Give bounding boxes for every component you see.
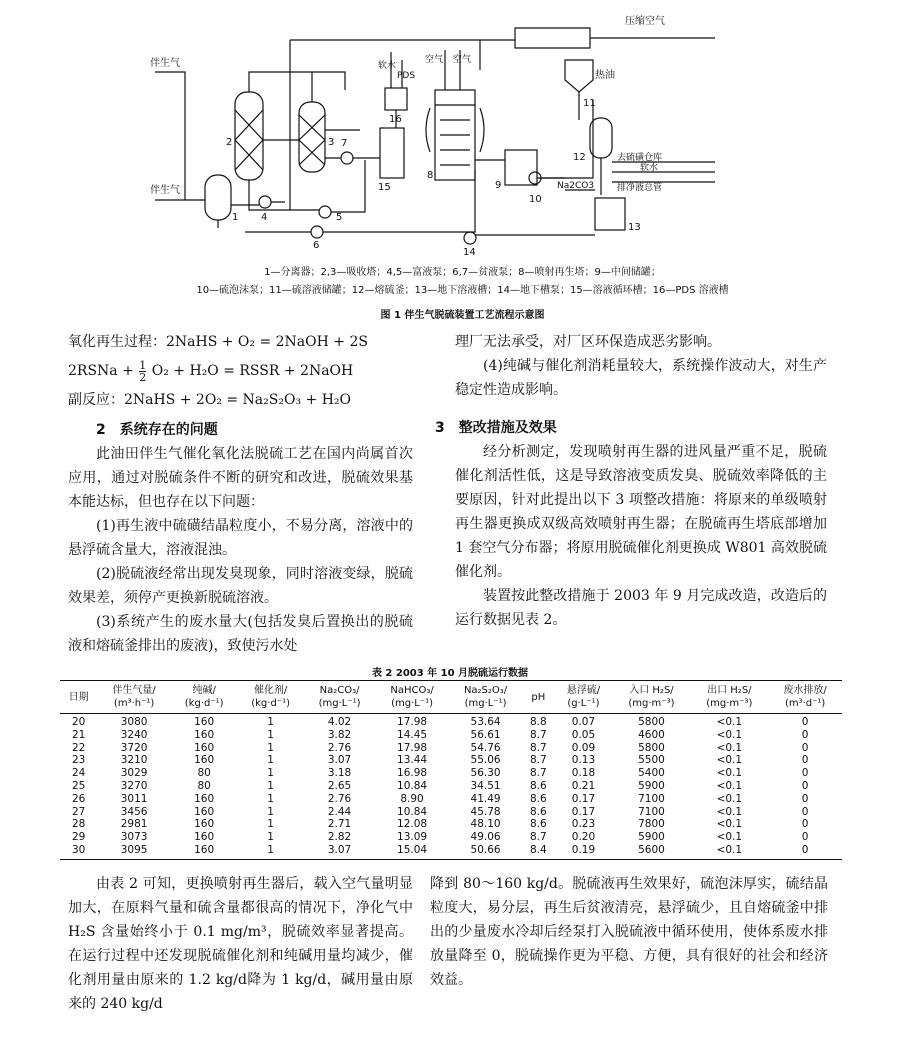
table-header-cell: [97, 681, 171, 714]
paragraph-implementation: 装置按此整改措施于 2003 年 9 月完成改造，改造后的运行数据见表 2。: [455, 588, 827, 628]
table-cell: 160: [194, 805, 215, 818]
table-cell: 5600: [613, 844, 691, 859]
num-10: 10: [529, 194, 542, 205]
table-cell: 7800: [638, 818, 665, 831]
intermediate-tank-9: [505, 150, 537, 185]
left-column: [68, 330, 413, 658]
table-cell: 3011: [120, 792, 148, 805]
table-cell: 13.44: [397, 754, 428, 767]
table-cell: <0.1: [716, 741, 743, 754]
table-cell: 160: [194, 818, 215, 831]
drain-main-label: 排净液总管: [617, 183, 663, 193]
eq2-right: O₂ + H₂O = RSSR + 2NaOH: [151, 363, 354, 379]
paragraph-issue-3: (3)系统产生的废水量大(包括发臭后置换出的脱硫液和熔硫釜排出的废液)，致使污水处: [68, 614, 413, 654]
header-unit: (mg·m⁻³): [706, 698, 753, 709]
pump-4: [259, 196, 271, 208]
equation-side-reaction: 副反应：2NaHS + 2O₂ = Na₂S₂O₃ + H₂O: [68, 392, 351, 408]
separator-1: [205, 175, 231, 220]
table-cell: 8.7: [530, 728, 547, 741]
soft-water-label: 软水: [378, 61, 397, 71]
table-cell: 56.30: [470, 767, 501, 780]
table-cell: 0: [801, 728, 809, 741]
table-cell: 1: [267, 779, 274, 792]
table-cell: 3210: [120, 754, 148, 767]
table-cell: 15.04: [375, 844, 449, 859]
table-row: [60, 793, 842, 806]
paragraph-issue-3-cont: 理厂无法承受，对厂区环保造成恶劣影响。: [455, 334, 721, 350]
paragraph-results-cont: 降到 80～160 kg/d。脱硫液再生效果好，硫泡沫厚实，硫结晶粒度大，易分层，再生后贫液清亮，悬浮硫少，且自熔硫釜中排出的少量废水冷却后经泵打入脱硫液中循环使用，使体系废水排放量降至 0，脱硫操作更为平稳、方便，具有很好的社会和经济效益。: [430, 876, 828, 988]
paragraph-intro: 此油田伴生气催化氧化法脱硫工艺在国内尚属首次应用，通过对脱硫条件不断的研究和改进，脱硫效果基本能达标，但也存在以下问题：: [68, 446, 413, 510]
figure-caption: 图 1 伴生气脱硫装置工艺流程示意图: [380, 310, 545, 321]
table-cell: 0: [801, 818, 809, 831]
table-row: [60, 844, 842, 859]
table-cell: <0.1: [690, 844, 768, 859]
table-cell: 7100: [638, 792, 665, 805]
eq2-left: 2RSNa +: [68, 363, 134, 379]
num-14: 14: [463, 247, 476, 258]
table-cell: 49.06: [470, 831, 501, 844]
header-label: 日期: [68, 691, 89, 703]
table-cell: 3073: [120, 831, 148, 844]
header-label: 废水排放/: [783, 685, 827, 696]
pump-5: [319, 206, 331, 218]
table-cell: 3080: [120, 716, 148, 728]
heading-3-title: 整改措施及效果: [458, 420, 557, 436]
header-label: Na₂S₂O₃/: [463, 685, 508, 696]
header-unit: (mg·L⁻¹): [318, 698, 361, 709]
table-cell: 29: [71, 831, 86, 844]
table-row: [60, 767, 842, 780]
table-cell: 80: [197, 779, 211, 792]
table-row: [60, 729, 842, 742]
right-column: [435, 330, 827, 632]
table-cell: 3270: [120, 779, 148, 792]
header-unit: (mg·m⁻³): [628, 698, 675, 709]
num-2: 2: [226, 137, 233, 148]
table-cell: 1: [267, 716, 274, 728]
table-cell: 160: [194, 728, 215, 741]
table-cell: <0.1: [716, 767, 743, 780]
table-cell: 0: [801, 831, 809, 844]
table-cell: 1: [267, 741, 274, 754]
paragraph-issue-1: (1)再生液中硫磺结晶粒度小，不易分离，溶液中的悬浮硫含量大，溶液混浊。: [68, 518, 413, 558]
table-cell: 2.65: [327, 779, 352, 792]
num-1: 1: [232, 212, 239, 223]
bottom-left-column: [68, 872, 413, 1016]
equation-oxidation: 氧化再生过程：2NaHS + O₂ = 2NaOH + 2S: [68, 334, 368, 350]
num-9: 9: [495, 180, 502, 191]
num-7: 7: [341, 138, 348, 149]
na2co3-label: Na2CO3: [557, 181, 595, 191]
pds-tank-16: [385, 88, 407, 110]
table-cell: 5900: [638, 831, 665, 844]
table-cell: 27: [71, 805, 86, 818]
table-cell: 0: [801, 716, 809, 728]
table-cell: 160: [194, 754, 215, 767]
section-heading-3: [435, 416, 827, 440]
table-cell: 17.98: [397, 741, 428, 754]
table-cell: 5800: [638, 716, 665, 728]
num-15: 15: [378, 182, 391, 193]
num-16: 16: [389, 114, 402, 125]
table-cell: 1: [237, 844, 303, 859]
fraction-half: [139, 360, 146, 383]
table-cell: 0: [768, 844, 842, 859]
bottom-right-column: [430, 872, 828, 992]
table-cell: 8.8: [530, 716, 547, 728]
table-cell: 5800: [638, 741, 665, 754]
table-cell: 2.71: [327, 818, 352, 831]
section-heading-2: [68, 418, 413, 442]
operation-data-table: [60, 680, 842, 860]
table-cell: 8.7: [530, 741, 547, 754]
table-cell: 0.20: [571, 831, 596, 844]
table-body: [60, 714, 842, 860]
table-cell: 0.09: [571, 741, 596, 754]
air-label-b: 空气: [453, 55, 472, 65]
table-cell: 1: [267, 728, 274, 741]
table-cell: 2.76: [327, 792, 352, 805]
table-cell: 8.6: [530, 792, 547, 805]
sulfur-warehouse-label: 去硫磺仓库: [617, 153, 663, 163]
table-cell: 5400: [638, 767, 665, 780]
table-cell: 0: [801, 741, 809, 754]
table-cell: 3029: [120, 767, 148, 780]
table-cell: 8.90: [400, 792, 424, 805]
process-flow-diagram: [95, 10, 830, 262]
table-cell: <0.1: [716, 716, 743, 728]
table-cell: 160: [194, 741, 215, 754]
table-cell: 0: [801, 779, 809, 792]
table-cell: 0.19: [554, 844, 612, 859]
table-cell: 45.78: [470, 805, 501, 818]
table-header-cell: [60, 681, 97, 714]
table-header-cell: [522, 681, 554, 714]
table-cell: 10.84: [397, 805, 428, 818]
table-cell: 23: [71, 754, 86, 767]
table-cell: 160: [194, 792, 215, 805]
table-row: [60, 831, 842, 844]
header-label: pH: [531, 691, 546, 703]
table-cell: 3.07: [327, 754, 352, 767]
table-cell: 3.18: [327, 767, 352, 780]
table-cell: 21: [71, 728, 86, 741]
air-label-a: 空气: [425, 55, 444, 65]
frac-num: 1: [139, 358, 147, 372]
table-header-row: [60, 681, 842, 714]
table-header-cell: [768, 681, 842, 714]
table-row: [60, 780, 842, 793]
table-cell: 0.23: [571, 818, 596, 831]
paragraph-issue-2: (2)脱硫液经常出现发臭现象，同时溶液变绿，脱硫效果差，须停产更换新脱硫溶液。: [68, 566, 413, 606]
num-11: 11: [583, 98, 596, 109]
underground-tank-13: [595, 198, 625, 230]
table-row: [60, 754, 842, 767]
num-13: 13: [628, 222, 641, 233]
table-header-cell: [554, 681, 612, 714]
header-label: 纯碱/: [192, 685, 216, 696]
table-cell: 3095: [97, 844, 171, 859]
table-cell: 2.82: [327, 831, 352, 844]
pump-6: [311, 226, 323, 238]
header-unit: (m³·d⁻¹): [784, 698, 826, 709]
header-label: NaHCO₃/: [390, 685, 434, 696]
table-cell: 4.02: [327, 716, 352, 728]
table-cell: 1: [267, 818, 274, 831]
table-cell: 5500: [638, 754, 665, 767]
table-cell: 3.07: [304, 844, 375, 859]
table-cell: 54.76: [470, 741, 501, 754]
table-row: [60, 742, 842, 755]
paragraph-results: 由表 2 可知，更换喷射再生器后，载入空气量明显加大，在原料气量和硫含量都很高的情况下，净化气中 H₂S 含量始终小于 0.1 mg/m³，脱硫效率显著提高。在运行过程中还发现脱硫催化剂和纯碱用量均减少，催化剂用量由原来的 1.2 kg/d降为 1 kg/d，碱用量由原来的 240 kg/d: [68, 876, 413, 1012]
table-caption: 表 2 2003 年 10 月脱硫运行数据: [371, 668, 529, 679]
table-cell: <0.1: [716, 831, 743, 844]
table-cell: 30: [60, 844, 97, 859]
frac-den: 2: [139, 370, 147, 384]
paragraph-issue-4: (4)纯碱与催化剂消耗量较大，系统操作波动大，对生产稳定性造成影响。: [455, 358, 827, 398]
table-cell: 0: [801, 792, 809, 805]
table-row: [60, 806, 842, 819]
table-cell: 0.07: [571, 716, 596, 728]
header-label: 悬浮硫/: [566, 685, 601, 696]
table-cell: 2981: [120, 818, 148, 831]
table-cell: 14.45: [397, 728, 428, 741]
num-4: 4: [261, 212, 268, 223]
table-cell: <0.1: [716, 779, 743, 792]
table-cell: 22: [71, 741, 86, 754]
table-header-cell: [375, 681, 449, 714]
pump-7: [341, 152, 353, 164]
table-cell: 28: [71, 818, 86, 831]
header-unit: (kg·d⁻¹): [184, 698, 224, 709]
table-cell: 34.51: [470, 779, 501, 792]
table-cell: <0.1: [716, 792, 743, 805]
table-cell: 5900: [638, 779, 665, 792]
table-cell: 0: [801, 754, 809, 767]
pds-label: PDS: [397, 71, 416, 81]
num-3: 3: [328, 137, 335, 148]
sulfur-tank-11: [565, 60, 593, 92]
table-cell: 0.18: [571, 767, 596, 780]
table-header-cell: [171, 681, 237, 714]
table-cell: 0.13: [571, 754, 596, 767]
table-cell: 26: [71, 792, 86, 805]
header-unit: (kg·d⁻¹): [251, 698, 290, 709]
header-unit: (g·L⁻¹): [567, 698, 600, 709]
table-cell: 7100: [638, 805, 665, 818]
table-cell: 41.49: [470, 792, 501, 805]
table-cell: 20: [71, 716, 86, 728]
table-cell: <0.1: [716, 818, 743, 831]
table-cell: 8.6: [530, 818, 547, 831]
table-cell: 3240: [120, 728, 148, 741]
table-cell: 48.10: [470, 818, 501, 831]
table-cell: <0.1: [716, 805, 743, 818]
heading-3-number: 3: [435, 420, 445, 436]
table-cell: 53.64: [470, 716, 501, 728]
table-cell: 13.09: [397, 831, 428, 844]
heading-2-number: 2: [96, 422, 106, 438]
heading-2-title: 系统存在的问题: [119, 422, 218, 438]
table-cell: 2.44: [327, 805, 352, 818]
table-cell: 3.82: [327, 728, 352, 741]
table-cell: <0.1: [716, 728, 743, 741]
assoc-gas-bottom-label: 伴生气: [150, 185, 180, 196]
table-cell: 1: [267, 831, 274, 844]
circulation-tank-15: [380, 128, 404, 178]
table-cell: 4600: [638, 728, 665, 741]
table-cell: 0.17: [571, 792, 596, 805]
table-cell: 8.7: [530, 754, 547, 767]
underground-pump-14: [464, 232, 476, 244]
table-cell: 10.84: [397, 779, 428, 792]
table-cell: 160: [171, 844, 237, 859]
table-cell: 25: [71, 779, 86, 792]
header-unit: (mg·L⁻¹): [464, 698, 507, 709]
table-cell: 1: [267, 754, 274, 767]
header-label: 催化剂/: [253, 685, 288, 696]
header-label: Na₂CO₃/: [319, 685, 360, 696]
table-cell: 160: [194, 831, 215, 844]
soft-water-right-label: 软水: [640, 163, 659, 173]
table-cell: 3456: [120, 805, 148, 818]
gas-top-line: [155, 72, 185, 200]
compressed-air-label: 压缩空气: [625, 16, 665, 27]
header-label: 出口 H₂S/: [707, 685, 752, 696]
table-cell: <0.1: [716, 754, 743, 767]
table-row: [60, 714, 842, 729]
table-cell: 12.08: [397, 818, 428, 831]
equation-rsna: [68, 354, 413, 388]
num-8: 8: [427, 170, 434, 181]
hot-oil-label: 热油: [595, 70, 615, 81]
table-cell: 8.7: [530, 767, 547, 780]
table-cell: 1: [267, 767, 274, 780]
table-cell: 8.4: [522, 844, 554, 859]
table-cell: 17.98: [397, 716, 428, 728]
num-6: 6: [313, 240, 320, 251]
header-label: 伴生气量/: [112, 685, 156, 696]
legend-line-1: 1—分离器；2,3—吸收塔；4,5—富液泵；6,7—贫液泵；8—喷射再生塔；9—中间储罐；: [264, 267, 661, 278]
table-cell: 3720: [120, 741, 148, 754]
table-header-cell: [237, 681, 303, 714]
table-cell: 55.06: [470, 754, 501, 767]
table-cell: 1: [267, 805, 274, 818]
num-12: 12: [573, 152, 586, 163]
table-cell: 2.76: [327, 741, 352, 754]
table-cell: 0.05: [571, 728, 596, 741]
table-cell: 80: [197, 767, 211, 780]
table-header-cell: [449, 681, 522, 714]
table-cell: 8.6: [530, 805, 547, 818]
table-cell: 24: [71, 767, 86, 780]
table-cell: 0.17: [571, 805, 596, 818]
table-cell: 0.21: [571, 779, 596, 792]
table-row: [60, 818, 842, 831]
header-unit: (mg·L⁻¹): [391, 698, 434, 709]
table-header-cell: [690, 681, 768, 714]
table-cell: 16.98: [397, 767, 428, 780]
num-5: 5: [336, 212, 343, 223]
table-header-cell: [613, 681, 691, 714]
table-header-cell: [304, 681, 375, 714]
legend-line-2: 10—硫泡沫泵；11—硫溶液储罐；12—熔硫釜；13—地下溶液槽；14—地下槽泵；15—溶液循环槽；16—PDS 溶液槽: [196, 285, 729, 296]
figure-legend: [95, 264, 830, 300]
table-cell: 50.66: [449, 844, 522, 859]
table-cell: 8.6: [530, 779, 547, 792]
table-cell: 160: [194, 716, 215, 728]
table-cell: 56.61: [470, 728, 501, 741]
table-cell: 0: [801, 805, 809, 818]
table-cell: 8.7: [530, 831, 547, 844]
header-label: 入口 H₂S/: [629, 685, 674, 696]
table-cell: 1: [267, 792, 274, 805]
header-unit: (m³·h⁻¹): [113, 698, 155, 709]
assoc-gas-top-label: 伴生气: [150, 58, 180, 69]
paragraph-measures: 经分析测定，发现喷射再生器的进风量严重不足，脱硫催化剂活性低，这是导致溶液变质发臭、脱硫效率降低的主要原因，针对此提出以下 3 项整改措施：将原来的单级喷射再生器更换成双级高效喷射再生器；在脱硫再生塔底部增加 1 套空气分布器；将原用脱硫催化剂更换成 W801 高效脱硫催化剂。: [455, 444, 827, 580]
compressed-air-line: [290, 28, 715, 48]
table-cell: 0: [801, 767, 809, 780]
